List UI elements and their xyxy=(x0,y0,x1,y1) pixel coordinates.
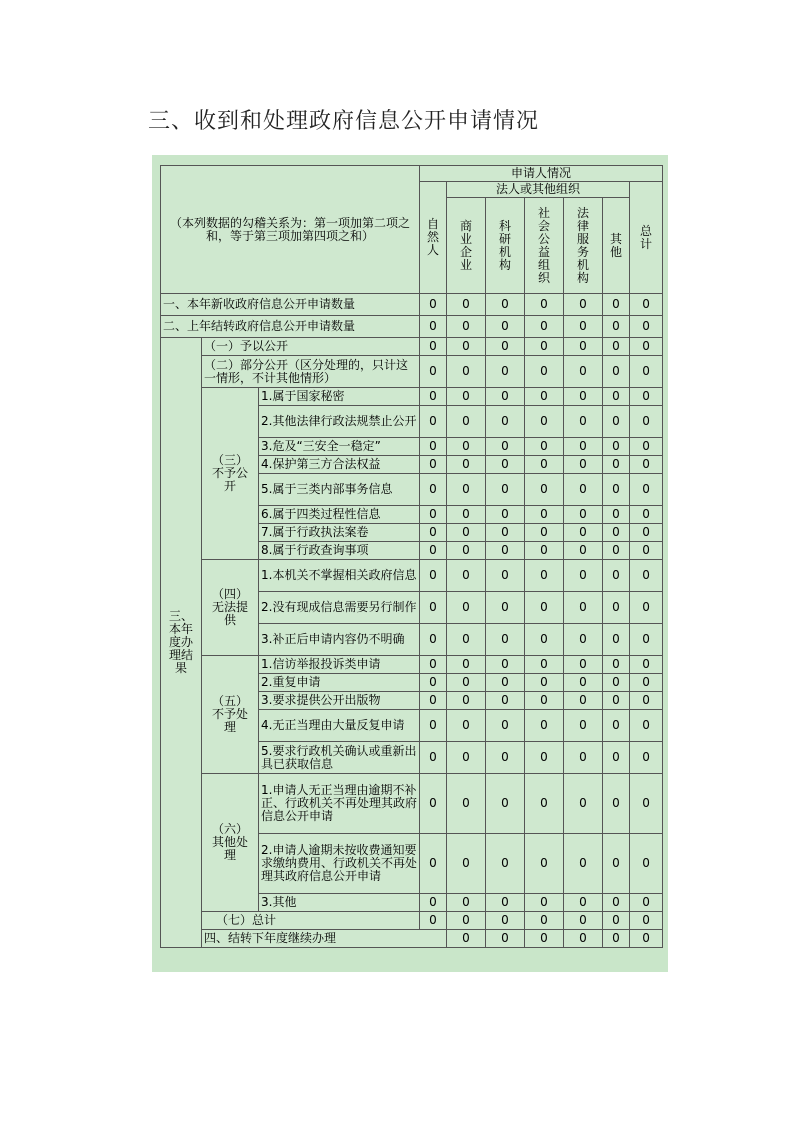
count-cell: 0 xyxy=(630,774,663,834)
count-cell: 0 xyxy=(564,560,603,592)
count-cell: 0 xyxy=(486,338,525,356)
count-cell: 0 xyxy=(486,506,525,524)
count-cell: 0 xyxy=(525,674,564,692)
count-cell: 0 xyxy=(486,294,525,316)
count-cell: 0 xyxy=(603,356,630,388)
count-cell: 0 xyxy=(603,912,630,930)
table-cell-label: 6.属于四类过程性信息 xyxy=(259,506,420,524)
count-cell: 0 xyxy=(486,316,525,338)
count-cell: 0 xyxy=(603,294,630,316)
table-cell-label: 科研机构 xyxy=(499,218,512,272)
table-cell-label: （四）无法提供 xyxy=(211,587,248,627)
table-cell-label: 3.危及“三安全一稳定” xyxy=(259,438,420,456)
table-cell-label: 其他 xyxy=(610,231,623,259)
count-cell: 0 xyxy=(420,560,447,592)
count-cell: 0 xyxy=(525,894,564,912)
count-cell: 0 xyxy=(447,438,486,456)
count-cell: 0 xyxy=(525,692,564,710)
count-cell: 0 xyxy=(564,710,603,742)
count-cell: 0 xyxy=(525,356,564,388)
count-cell: 0 xyxy=(486,894,525,912)
count-cell: 0 xyxy=(564,930,603,948)
count-cell: 0 xyxy=(420,294,447,316)
count-cell: 0 xyxy=(525,542,564,560)
count-cell: 0 xyxy=(603,338,630,356)
count-cell: 0 xyxy=(630,524,663,542)
count-cell: 0 xyxy=(630,624,663,656)
count-cell: 0 xyxy=(564,592,603,624)
count-cell: 0 xyxy=(630,356,663,388)
col-other xyxy=(603,198,630,294)
group-not-process xyxy=(202,656,259,774)
count-cell: 0 xyxy=(630,438,663,456)
count-cell: 0 xyxy=(486,930,525,948)
count-cell: 0 xyxy=(525,560,564,592)
table-cell-label: 2.其他法律行政法规禁止公开 xyxy=(259,406,420,438)
section3-label xyxy=(161,338,202,948)
section-title: 三、收到和处理政府信息公开申请情况 xyxy=(148,109,540,134)
count-cell: 0 xyxy=(486,356,525,388)
count-cell: 0 xyxy=(420,388,447,406)
count-cell: 0 xyxy=(420,542,447,560)
count-cell: 0 xyxy=(564,542,603,560)
count-cell: 0 xyxy=(630,692,663,710)
table-cell-label: 1.信访举报投诉类申请 xyxy=(259,656,420,674)
count-cell: 0 xyxy=(420,506,447,524)
count-cell: 0 xyxy=(447,674,486,692)
header-legal-or-other-orgs: 法人或其他组织 xyxy=(447,182,630,198)
count-cell: 0 xyxy=(630,338,663,356)
count-cell: 0 xyxy=(486,542,525,560)
count-cell: 0 xyxy=(447,912,486,930)
count-cell: 0 xyxy=(564,912,603,930)
count-cell: 0 xyxy=(447,406,486,438)
table-cell-label: 5.属于三类内部事务信息 xyxy=(259,474,420,506)
count-cell: 0 xyxy=(564,356,603,388)
count-cell: 0 xyxy=(603,438,630,456)
table-cell-label: （三）不予公开 xyxy=(211,453,248,493)
count-cell: 0 xyxy=(630,542,663,560)
col-research xyxy=(486,198,525,294)
count-cell: 0 xyxy=(564,524,603,542)
table-cell-label: 3.补正后申请内容仍不明确 xyxy=(259,624,420,656)
count-cell: 0 xyxy=(447,930,486,948)
count-cell: 0 xyxy=(420,456,447,474)
col-total xyxy=(630,182,663,294)
count-cell: 0 xyxy=(486,438,525,456)
count-cell: 0 xyxy=(630,388,663,406)
count-cell: 0 xyxy=(420,592,447,624)
count-cell: 0 xyxy=(630,674,663,692)
table-row xyxy=(161,656,663,674)
count-cell: 0 xyxy=(447,692,486,710)
count-cell: 0 xyxy=(486,742,525,774)
count-cell: 0 xyxy=(525,316,564,338)
count-cell: 0 xyxy=(603,592,630,624)
count-cell: 0 xyxy=(486,524,525,542)
count-cell: 0 xyxy=(525,624,564,656)
col-commercial xyxy=(447,198,486,294)
count-cell: 0 xyxy=(447,338,486,356)
table-cell-label: 1.申请人无正当理由逾期不补正、行政机关不再处理其政府信息公开申请 xyxy=(259,774,420,834)
count-cell: 0 xyxy=(603,930,630,948)
count-cell: 0 xyxy=(447,710,486,742)
count-cell: 0 xyxy=(525,338,564,356)
table-cell-label: （六）其他处理 xyxy=(211,822,248,862)
count-cell: 0 xyxy=(447,624,486,656)
count-cell: 0 xyxy=(447,474,486,506)
count-cell: 0 xyxy=(603,506,630,524)
count-cell: 0 xyxy=(630,656,663,674)
table-cell-label: 法律服务机构 xyxy=(577,205,590,285)
count-cell: 0 xyxy=(525,834,564,894)
count-cell: 0 xyxy=(603,674,630,692)
table-cell-label: 1.本机关不掌握相关政府信息 xyxy=(259,560,420,592)
col-legal-service xyxy=(564,198,603,294)
count-cell: 0 xyxy=(420,316,447,338)
count-cell: 0 xyxy=(564,774,603,834)
table-cell-label: 1.属于国家秘密 xyxy=(259,388,420,406)
table-cell-label: 商业企业 xyxy=(460,218,473,272)
row-label: （一）予以公开 xyxy=(202,338,420,356)
count-cell: 0 xyxy=(603,692,630,710)
count-cell: 0 xyxy=(420,674,447,692)
count-cell: 0 xyxy=(447,356,486,388)
table-cell-label: 8.属于行政查询事项 xyxy=(259,542,420,560)
count-cell: 0 xyxy=(447,542,486,560)
count-cell: 0 xyxy=(525,406,564,438)
count-cell: 0 xyxy=(630,834,663,894)
count-cell: 0 xyxy=(420,524,447,542)
row-label: 一、本年新收政府信息公开申请数量 xyxy=(161,294,420,316)
count-cell: 0 xyxy=(525,456,564,474)
table-cell-label: 4.保护第三方合法权益 xyxy=(259,456,420,474)
count-cell: 0 xyxy=(447,834,486,894)
count-cell: 0 xyxy=(420,774,447,834)
count-cell: 0 xyxy=(603,406,630,438)
count-cell: 0 xyxy=(420,474,447,506)
count-cell: 0 xyxy=(525,506,564,524)
count-cell: 0 xyxy=(525,388,564,406)
count-cell: 0 xyxy=(525,474,564,506)
count-cell: 0 xyxy=(420,356,447,388)
count-cell: 0 xyxy=(603,560,630,592)
count-cell: 0 xyxy=(447,524,486,542)
count-cell: 0 xyxy=(447,456,486,474)
count-cell: 0 xyxy=(486,560,525,592)
row-label: （七）总计 xyxy=(202,912,420,930)
count-cell: 0 xyxy=(420,834,447,894)
count-cell: 0 xyxy=(603,388,630,406)
count-cell: 0 xyxy=(564,316,603,338)
count-cell: 0 xyxy=(486,474,525,506)
table-cell-label: 7.属于行政执法案卷 xyxy=(259,524,420,542)
count-cell: 0 xyxy=(525,438,564,456)
table-cell-label: 4.无正当理由大量反复申请 xyxy=(259,710,420,742)
count-cell: 0 xyxy=(603,456,630,474)
count-cell: 0 xyxy=(603,656,630,674)
count-cell: 0 xyxy=(420,710,447,742)
table-cell-label: 自然人 xyxy=(427,217,440,257)
group-not-open xyxy=(202,388,259,560)
count-cell: 0 xyxy=(630,506,663,524)
table-row xyxy=(161,930,663,948)
table-row xyxy=(161,294,663,316)
count-cell: 0 xyxy=(630,456,663,474)
count-cell: 0 xyxy=(486,710,525,742)
count-cell: 0 xyxy=(630,912,663,930)
table-cell-label: 3.要求提供公开出版物 xyxy=(259,692,420,710)
count-cell: 0 xyxy=(603,710,630,742)
table-cell-label: 5.要求行政机关确认或重新出具已获取信息 xyxy=(259,742,420,774)
header-applicant-situation: 申请人情况 xyxy=(420,166,663,182)
count-cell: 0 xyxy=(447,316,486,338)
count-cell: 0 xyxy=(630,406,663,438)
count-cell: 0 xyxy=(630,294,663,316)
count-cell: 0 xyxy=(447,560,486,592)
count-cell: 0 xyxy=(420,624,447,656)
count-cell: 0 xyxy=(525,742,564,774)
count-cell: 0 xyxy=(525,294,564,316)
count-cell: 0 xyxy=(564,388,603,406)
count-cell: 0 xyxy=(525,930,564,948)
count-cell: 0 xyxy=(603,894,630,912)
table-cell-label: 3.其他 xyxy=(259,894,420,912)
table-cell-label: 2.申请人逾期未按收费通知要求缴纳费用、行政机关不再处理其政府信息公开申请 xyxy=(259,834,420,894)
count-cell: 0 xyxy=(420,338,447,356)
count-cell: 0 xyxy=(630,930,663,948)
count-cell: 0 xyxy=(564,406,603,438)
table-row xyxy=(161,338,663,356)
table-cell-label: 总计 xyxy=(640,223,653,251)
count-cell: 0 xyxy=(486,624,525,656)
count-cell: 0 xyxy=(447,656,486,674)
table-cell-label: 社会公益组织 xyxy=(538,205,551,285)
count-cell: 0 xyxy=(564,742,603,774)
table-cell-label: 2.没有现成信息需要另行制作 xyxy=(259,592,420,624)
count-cell: 0 xyxy=(420,912,447,930)
count-cell: 0 xyxy=(486,912,525,930)
count-cell: 0 xyxy=(486,592,525,624)
count-cell: 0 xyxy=(603,316,630,338)
count-cell: 0 xyxy=(486,674,525,692)
count-cell: 0 xyxy=(564,474,603,506)
table-row xyxy=(161,356,663,388)
col-social-welfare xyxy=(525,198,564,294)
count-cell: 0 xyxy=(447,894,486,912)
table-row xyxy=(161,912,663,930)
count-cell: 0 xyxy=(564,656,603,674)
table-cell-label: 2.重复申请 xyxy=(259,674,420,692)
count-cell: 0 xyxy=(564,294,603,316)
row-label: （二）部分公开（区分处理的，只计这一情形，不计其他情形） xyxy=(202,356,420,388)
count-cell: 0 xyxy=(420,894,447,912)
group-other-process xyxy=(202,774,259,912)
count-cell: 0 xyxy=(564,338,603,356)
count-cell: 0 xyxy=(564,692,603,710)
header-note: （本列数据的勾稽关系为：第一项加第二项之和，等于第三项加第四项之和） xyxy=(161,166,420,294)
table-row xyxy=(161,560,663,592)
table-row xyxy=(161,774,663,834)
count-cell: 0 xyxy=(486,406,525,438)
table-row xyxy=(161,316,663,338)
count-cell: 0 xyxy=(486,388,525,406)
count-cell: 0 xyxy=(447,294,486,316)
count-cell: 0 xyxy=(603,834,630,894)
table-row xyxy=(161,388,663,406)
count-cell: 0 xyxy=(447,774,486,834)
count-cell: 0 xyxy=(525,774,564,834)
count-cell: 0 xyxy=(630,474,663,506)
count-cell: 0 xyxy=(603,542,630,560)
count-cell: 0 xyxy=(447,506,486,524)
count-cell: 0 xyxy=(420,656,447,674)
count-cell: 0 xyxy=(603,524,630,542)
count-cell: 0 xyxy=(525,912,564,930)
count-cell: 0 xyxy=(564,834,603,894)
count-cell: 0 xyxy=(630,710,663,742)
count-cell: 0 xyxy=(486,774,525,834)
count-cell: 0 xyxy=(564,438,603,456)
count-cell: 0 xyxy=(447,388,486,406)
count-cell: 0 xyxy=(447,742,486,774)
count-cell: 0 xyxy=(603,742,630,774)
count-cell: 0 xyxy=(564,456,603,474)
count-cell: 0 xyxy=(525,524,564,542)
count-cell: 0 xyxy=(525,592,564,624)
count-cell: 0 xyxy=(525,656,564,674)
count-cell: 0 xyxy=(603,624,630,656)
row-label: 二、上年结转政府信息公开申请数量 xyxy=(161,316,420,338)
count-cell: 0 xyxy=(603,474,630,506)
count-cell: 0 xyxy=(630,592,663,624)
count-cell: 0 xyxy=(420,742,447,774)
count-cell: 0 xyxy=(564,894,603,912)
group-cannot-provide xyxy=(202,560,259,656)
count-cell: 0 xyxy=(630,894,663,912)
col-natural-person xyxy=(420,182,447,294)
count-cell: 0 xyxy=(486,692,525,710)
count-cell: 0 xyxy=(603,774,630,834)
count-cell: 0 xyxy=(564,506,603,524)
count-cell: 0 xyxy=(630,742,663,774)
count-cell: 0 xyxy=(420,692,447,710)
count-cell: 0 xyxy=(420,438,447,456)
count-cell: 0 xyxy=(486,456,525,474)
table-cell-label: 三、本年度办理结果 xyxy=(168,609,193,675)
row-label: 四、结转下年度继续办理 xyxy=(202,930,447,948)
count-cell: 0 xyxy=(564,674,603,692)
count-cell: 0 xyxy=(486,656,525,674)
count-cell: 0 xyxy=(630,560,663,592)
statistics-table xyxy=(160,165,663,948)
count-cell: 0 xyxy=(525,710,564,742)
table-cell-label: （五）不予处理 xyxy=(211,694,248,734)
count-cell: 0 xyxy=(486,834,525,894)
count-cell: 0 xyxy=(630,316,663,338)
count-cell: 0 xyxy=(420,406,447,438)
count-cell: 0 xyxy=(564,624,603,656)
count-cell: 0 xyxy=(447,592,486,624)
